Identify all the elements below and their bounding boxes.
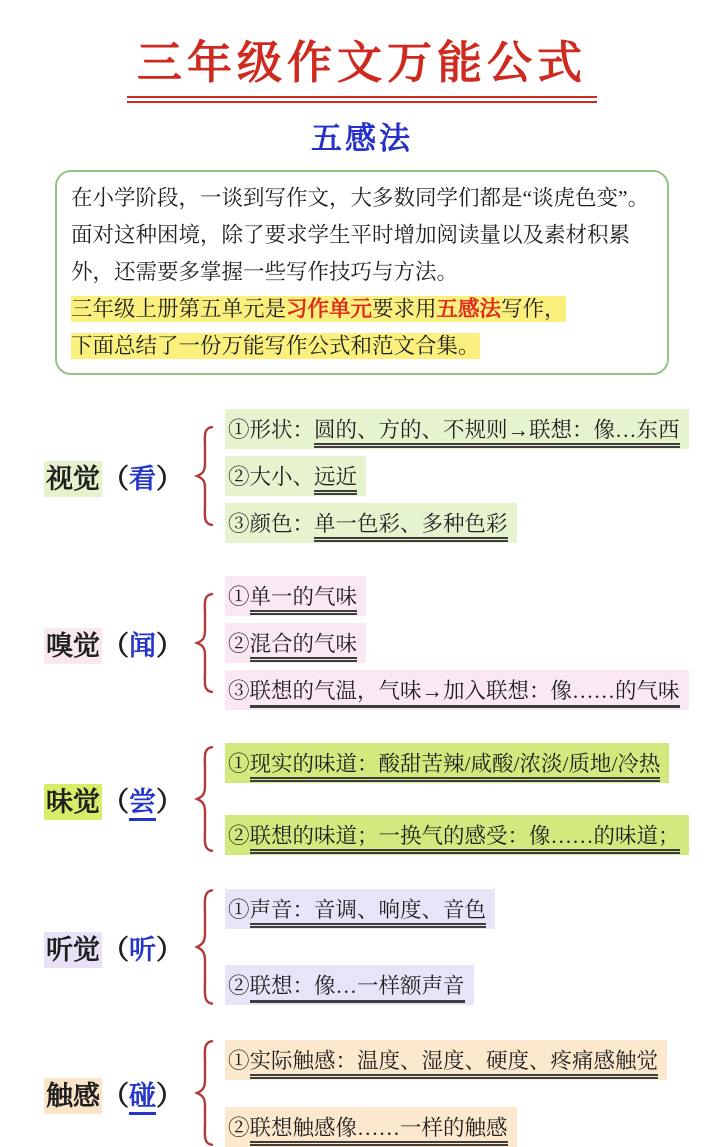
sense-item: ②混合的气味 (225, 623, 366, 663)
curly-brace-icon (192, 592, 216, 694)
paren-close: ） (156, 934, 183, 965)
sense-label-vision (44, 457, 192, 496)
sense-verb: 听 (129, 934, 156, 965)
section-taste (44, 743, 724, 855)
sense-verb: 看 (129, 463, 156, 494)
sense-item: ①现实的味道：酸甜苦辣/咸酸/浓淡/质地/冷热 (225, 743, 669, 783)
curly-brace-icon (192, 1039, 216, 1147)
sense-item: ③联想的气温，气味→加入联想：像……的气味 (225, 670, 689, 710)
sense-item: ①实际触感：温度、湿度、硬度、疼痛感触觉 (225, 1040, 667, 1080)
sense-items (225, 889, 495, 1005)
sense-name: 味觉 (44, 784, 102, 820)
intro-highlight-line-1 (71, 291, 653, 328)
intro-hl1-emphasis-2: 五感法 (436, 297, 502, 321)
paren-open: （ (102, 934, 129, 965)
sense-items (225, 576, 689, 710)
sense-name: 触感 (44, 1078, 102, 1114)
section-vision (44, 409, 724, 543)
sense-items (225, 1040, 667, 1147)
section-hearing (44, 888, 724, 1006)
paren-close: ） (156, 630, 183, 661)
sense-verb: 尝 (129, 787, 156, 821)
section-smell (44, 576, 724, 710)
worksheet-page (0, 26, 724, 1147)
page-subtitle: 五感法 (311, 121, 413, 156)
curly-brace-icon (192, 745, 216, 853)
paren-open: （ (102, 1080, 129, 1111)
sense-items (225, 743, 689, 855)
curly-brace-icon (192, 425, 216, 527)
paren-close: ） (156, 463, 183, 494)
sense-item: ②联想的味道；一换气的感受：像……的味道； (225, 815, 689, 855)
intro-hl1-pre: 三年级上册第五单元是 (71, 297, 287, 321)
sense-name: 听觉 (44, 932, 102, 968)
intro-hl1-post: 写作， (501, 297, 566, 321)
sense-label-taste (44, 780, 192, 819)
section-touch (44, 1039, 724, 1147)
sense-items (225, 409, 689, 543)
paren-close: ） (156, 1080, 183, 1111)
paren-close: ） (156, 786, 183, 817)
intro-highlight-line-2: 下面总结了一份万能写作公式和范文合集。 (71, 334, 480, 358)
sense-item: ①形状：圆的、方的、不规则→联想：像…东西 (225, 409, 689, 449)
sense-name: 嗅觉 (44, 628, 102, 664)
intro-box (55, 170, 669, 375)
sense-item: ②联想：像…一样额声音 (225, 965, 474, 1005)
sense-item: ③颜色：单一色彩、多种色彩 (225, 503, 517, 543)
paren-open: （ (102, 786, 129, 817)
paren-open: （ (102, 463, 129, 494)
sense-label-smell (44, 624, 192, 663)
sense-verb: 闻 (129, 630, 156, 661)
curly-brace-icon (192, 888, 216, 1006)
sense-item: ②大小、远近 (225, 456, 366, 496)
sense-name: 视觉 (44, 461, 102, 497)
sense-item: ①单一的气味 (225, 576, 366, 616)
intro-hl1-emphasis-1: 习作单元 (286, 297, 373, 321)
intro-hl1-mid: 要求用 (372, 297, 437, 321)
sense-verb: 碰 (129, 1081, 156, 1115)
sense-item: ①声音：音调、响度、音色 (225, 889, 495, 929)
sense-sections (44, 409, 724, 1147)
intro-paragraph: 在小学阶段，一谈到写作文，大多数同学们都是“谈虎色变”。面对这种困境，除了要求学生平时增加阅读量以及素材积累外，还需要多掌握一些写作技巧与方法。 (71, 186, 650, 284)
sense-label-touch (44, 1074, 192, 1113)
paren-open: （ (102, 630, 129, 661)
sense-item: ②联想触感像……一样的触感 (225, 1107, 517, 1147)
page-title: 三年级作文万能公式 (127, 26, 597, 103)
sense-label-hearing (44, 928, 192, 967)
